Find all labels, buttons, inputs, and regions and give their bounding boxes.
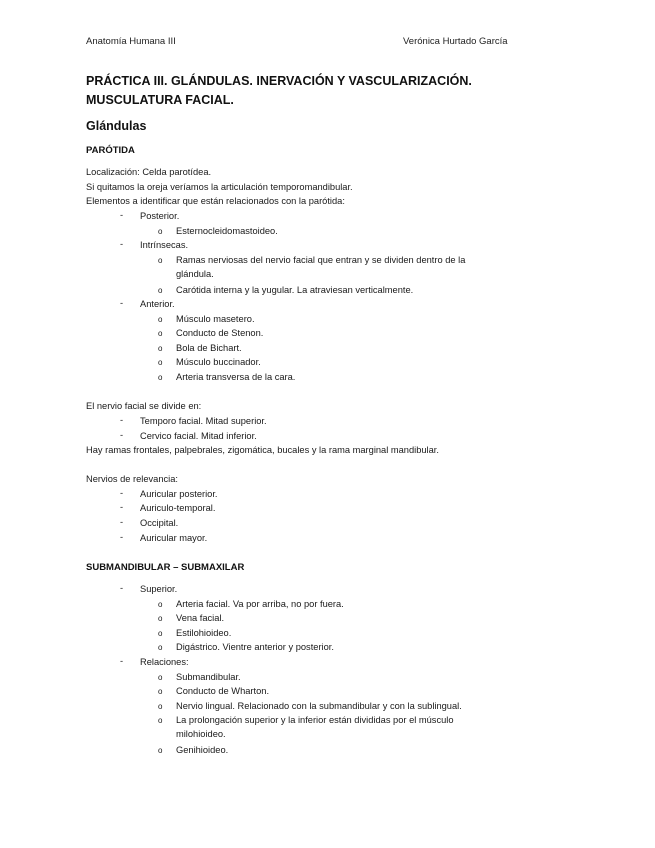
circle-bullet: o [158, 227, 163, 236]
paragraph-localizacion: Localización: Celda parotídea. [86, 167, 212, 177]
sublist-item: Nervio lingual. Relacionado con la submandibular y con la sublingual. [176, 701, 462, 711]
sublist-item: Músculo buccinador. [176, 357, 261, 367]
dash-bullet: - [120, 210, 124, 220]
circle-bullet: o [158, 329, 163, 338]
dash-bullet: - [120, 430, 124, 440]
sublist-item: La prolongación superior y la inferior están divididas por el músculo [176, 715, 454, 725]
sublist-item-continuation: glándula. [176, 269, 214, 279]
circle-bullet: o [158, 716, 163, 725]
dash-bullet: - [120, 502, 124, 512]
sublist-item: Bola de Bichart. [176, 343, 242, 353]
list-item: Auricular posterior. [140, 489, 218, 499]
section-title: Glándulas [86, 119, 147, 133]
sublist-item: Carótida interna y la yugular. La atraviesan verticalmente. [176, 285, 414, 295]
circle-bullet: o [158, 286, 163, 295]
paragraph-oreja: Si quitamos la oreja veríamos la articulación temporomandibular. [86, 182, 353, 192]
dash-bullet: - [120, 532, 124, 542]
list-item-posterior: Posterior. [140, 211, 180, 221]
paragraph-nervios-relevancia: Nervios de relevancia: [86, 474, 178, 484]
sublist-item: Estilohioideo. [176, 628, 232, 638]
circle-bullet: o [158, 344, 163, 353]
circle-bullet: o [158, 673, 163, 682]
submandibular-heading: SUBMANDIBULAR – SUBMAXILAR [86, 562, 245, 573]
circle-bullet: o [158, 600, 163, 609]
parotida-heading: PARÓTIDA [86, 145, 135, 156]
dash-bullet: - [120, 583, 124, 593]
sublist-item-continuation: milohioideo. [176, 729, 226, 739]
dash-bullet: - [120, 415, 124, 425]
sublist-item: Ramas nerviosas del nervio facial que entran y se dividen dentro de la [176, 255, 466, 265]
header-author: Verónica Hurtado García [403, 36, 508, 47]
sublist-item: Digástrico. Vientre anterior y posterior. [176, 642, 334, 652]
circle-bullet: o [158, 256, 163, 265]
list-item: Occipital. [140, 518, 179, 528]
dash-bullet: - [120, 488, 124, 498]
dash-bullet: - [120, 656, 124, 666]
sublist-item: Submandibular. [176, 672, 241, 682]
sublist-item: Conducto de Stenon. [176, 328, 264, 338]
list-item-anterior: Anterior. [140, 299, 175, 309]
sublist-item: Esternocleidomastoideo. [176, 226, 278, 236]
sublist-item: Genihioideo. [176, 745, 229, 755]
header-course: Anatomía Humana III [86, 36, 176, 47]
list-item-superior: Superior. [140, 584, 178, 594]
list-item: Temporo facial. Mitad superior. [140, 416, 267, 426]
circle-bullet: o [158, 643, 163, 652]
sublist-item: Conducto de Wharton. [176, 686, 270, 696]
list-item: Cervico facial. Mitad inferior. [140, 431, 257, 441]
paragraph-nervio-facial: El nervio facial se divide en: [86, 401, 202, 411]
dash-bullet: - [120, 517, 124, 527]
paragraph-elementos: Elementos a identificar que están relacionados con la parótida: [86, 196, 345, 206]
circle-bullet: o [158, 687, 163, 696]
dash-bullet: - [120, 298, 124, 308]
sublist-item: Músculo masetero. [176, 314, 255, 324]
circle-bullet: o [158, 746, 163, 755]
paragraph-ramas: Hay ramas frontales, palpebrales, zigomática, bucales y la rama marginal mandibular. [86, 445, 439, 455]
sublist-item: Arteria transversa de la cara. [176, 372, 296, 382]
circle-bullet: o [158, 614, 163, 623]
list-item: Auricular mayor. [140, 533, 208, 543]
sublist-item: Vena facial. [176, 613, 225, 623]
list-item-relaciones: Relaciones: [140, 657, 189, 667]
list-item: Auriculo-temporal. [140, 503, 216, 513]
circle-bullet: o [158, 358, 163, 367]
list-item-intrinsecas: Intrínsecas. [140, 240, 189, 250]
dash-bullet: - [120, 239, 124, 249]
sublist-item: Arteria facial. Va por arriba, no por fuera. [176, 599, 344, 609]
circle-bullet: o [158, 315, 163, 324]
circle-bullet: o [158, 373, 163, 382]
circle-bullet: o [158, 702, 163, 711]
circle-bullet: o [158, 629, 163, 638]
page-title: PRÁCTICA III. GLÁNDULAS. INERVACIÓN Y VASCULARIZACIÓN. MUSCULATURA FACIAL. [86, 74, 472, 107]
